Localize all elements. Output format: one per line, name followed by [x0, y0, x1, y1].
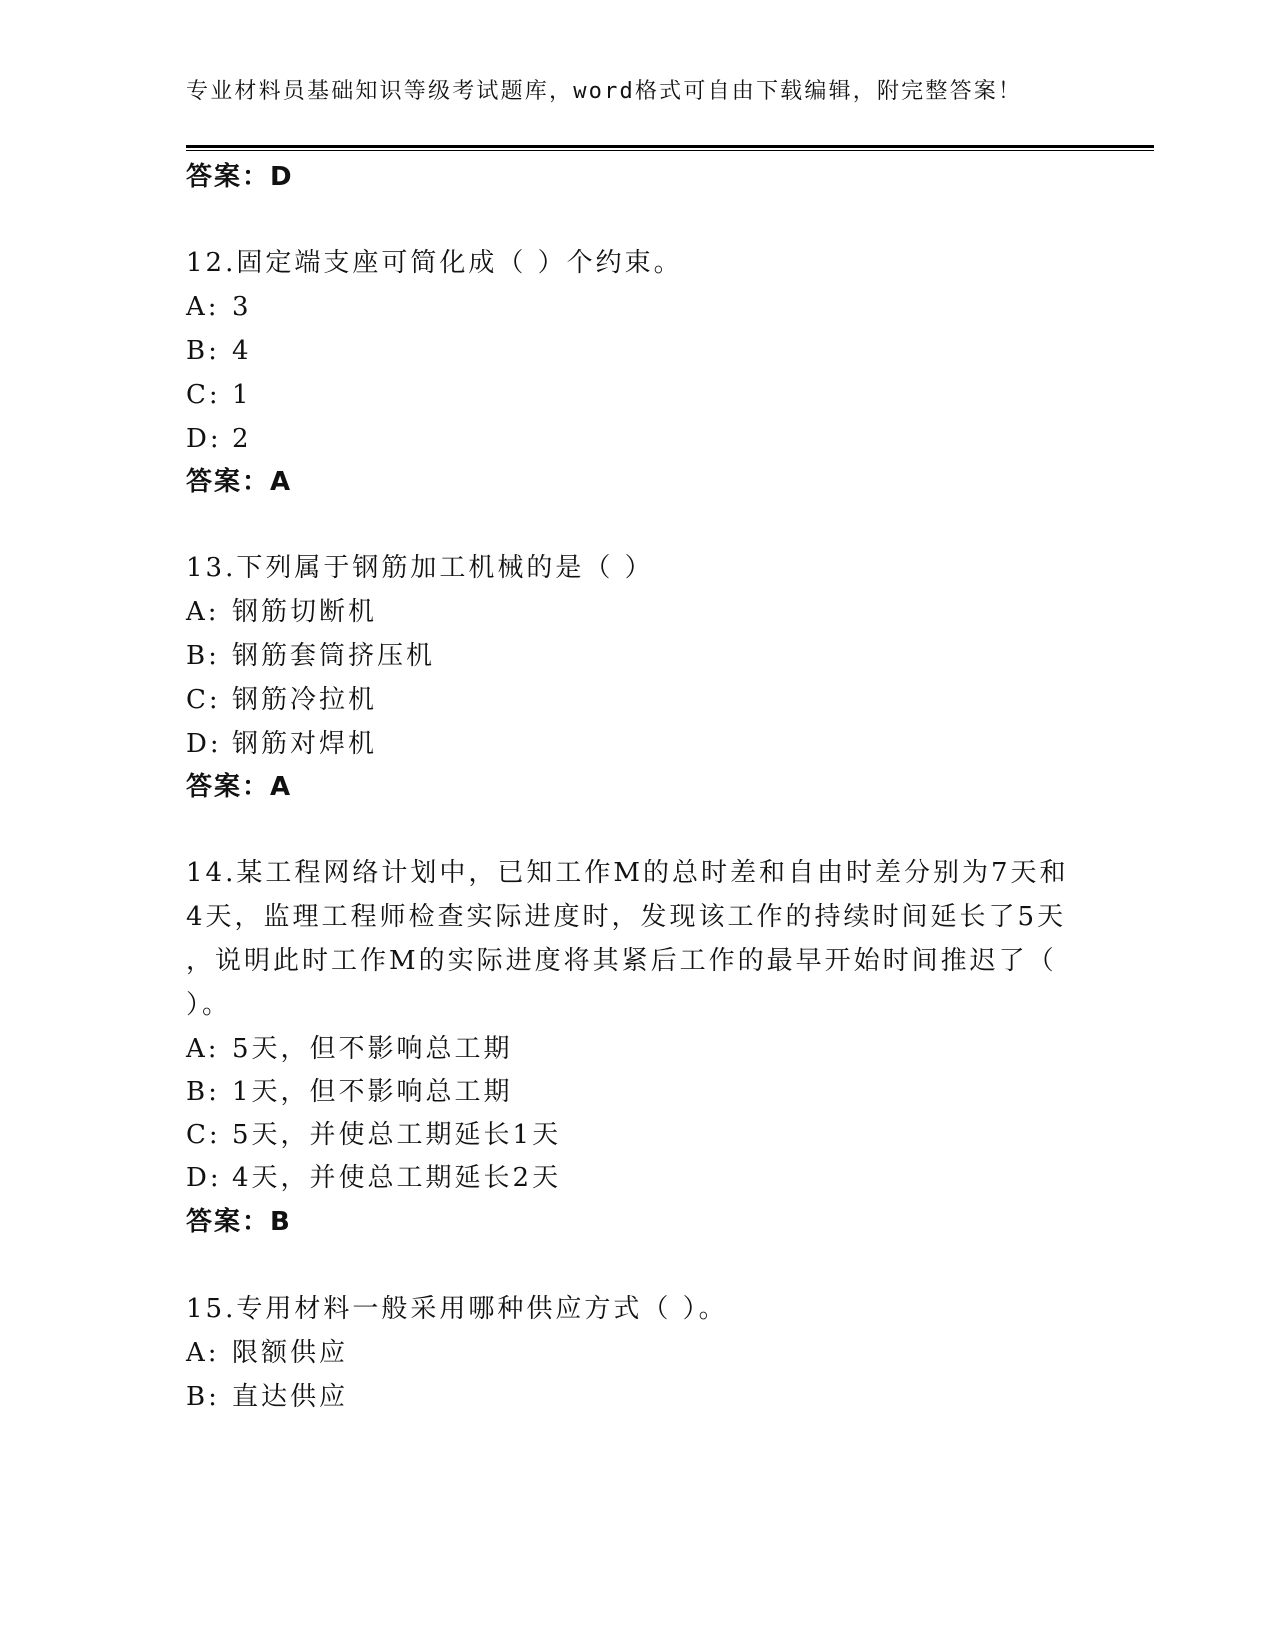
q15-option-b [186, 1384, 348, 1410]
option-label: D: [186, 424, 222, 454]
question-14-line-3: ，说明此时工作M的实际进度将其紧后工作的最早开始时间推迟了（ [186, 946, 1057, 976]
option-text: 4 [232, 336, 252, 366]
question-12: 12.固定端支座可简化成（ ）个约束。 [186, 248, 683, 278]
q14-option-a [186, 1036, 513, 1062]
option-text: 2 [232, 424, 252, 454]
option-text: 5天，并使总工期延长1天 [232, 1120, 562, 1150]
answer-14: 答案：B [186, 1207, 292, 1237]
option-label: C: [186, 380, 221, 410]
q12-option-a [186, 294, 252, 320]
header-divider-thick [186, 145, 1154, 148]
answer-13: 答案：A [186, 772, 293, 802]
question-14-line-1: 14.某工程网络计划中，已知工作M的总时差和自由时差分别为7天和 [186, 858, 1069, 888]
question-14-line-2: 4天，监理工程师检查实际进度时，发现该工作的持续时间延长了5天 [186, 902, 1067, 932]
option-text: 钢筋冷拉机 [232, 685, 378, 715]
option-label: B: [186, 1382, 220, 1412]
option-label: A: [186, 597, 220, 627]
q13-option-d [186, 731, 377, 757]
q15-option-a [186, 1340, 348, 1366]
option-label: B: [186, 641, 220, 671]
option-label: B: [186, 336, 220, 366]
option-label: B: [186, 1077, 220, 1107]
option-text: 1 [232, 380, 252, 410]
option-label: D: [186, 1163, 222, 1193]
question-13: 13.下列属于钢筋加工机械的是（ ） [186, 553, 654, 583]
option-label: D: [186, 729, 222, 759]
q14-option-d [186, 1165, 561, 1191]
option-text: 直达供应 [232, 1382, 349, 1412]
option-label: A: [186, 1034, 220, 1064]
option-text: 4天，并使总工期延长2天 [232, 1163, 562, 1193]
header-text: 专业材料员基础知识等级考试题库，word格式可自由下载编辑，附完整答案！ [186, 79, 1023, 104]
q14-option-c [186, 1122, 561, 1148]
question-14-line-4: ）。 [186, 990, 232, 1020]
option-text: 限额供应 [232, 1338, 349, 1368]
answer-prev: 答案：D [186, 162, 294, 192]
option-label: C: [186, 1120, 221, 1150]
header-divider-thin [186, 150, 1154, 151]
q12-option-d [186, 426, 252, 452]
option-label: A: [186, 1338, 220, 1368]
option-text: 钢筋切断机 [232, 597, 378, 627]
q13-option-b [186, 643, 435, 669]
option-text: 钢筋对焊机 [232, 729, 378, 759]
q12-option-b [186, 338, 252, 364]
q13-option-a [186, 599, 377, 625]
option-text: 1天，但不影响总工期 [232, 1077, 513, 1107]
option-label: A: [186, 292, 220, 322]
q14-option-b [186, 1079, 513, 1105]
option-label: C: [186, 685, 221, 715]
q12-option-c [186, 382, 252, 408]
option-text: 钢筋套筒挤压机 [232, 641, 436, 671]
option-text: 5天，但不影响总工期 [232, 1034, 513, 1064]
answer-12: 答案：A [186, 467, 293, 497]
option-text: 3 [232, 292, 252, 322]
question-15: 15.专用材料一般采用哪种供应方式（ ）。 [186, 1294, 728, 1324]
q13-option-c [186, 687, 377, 713]
